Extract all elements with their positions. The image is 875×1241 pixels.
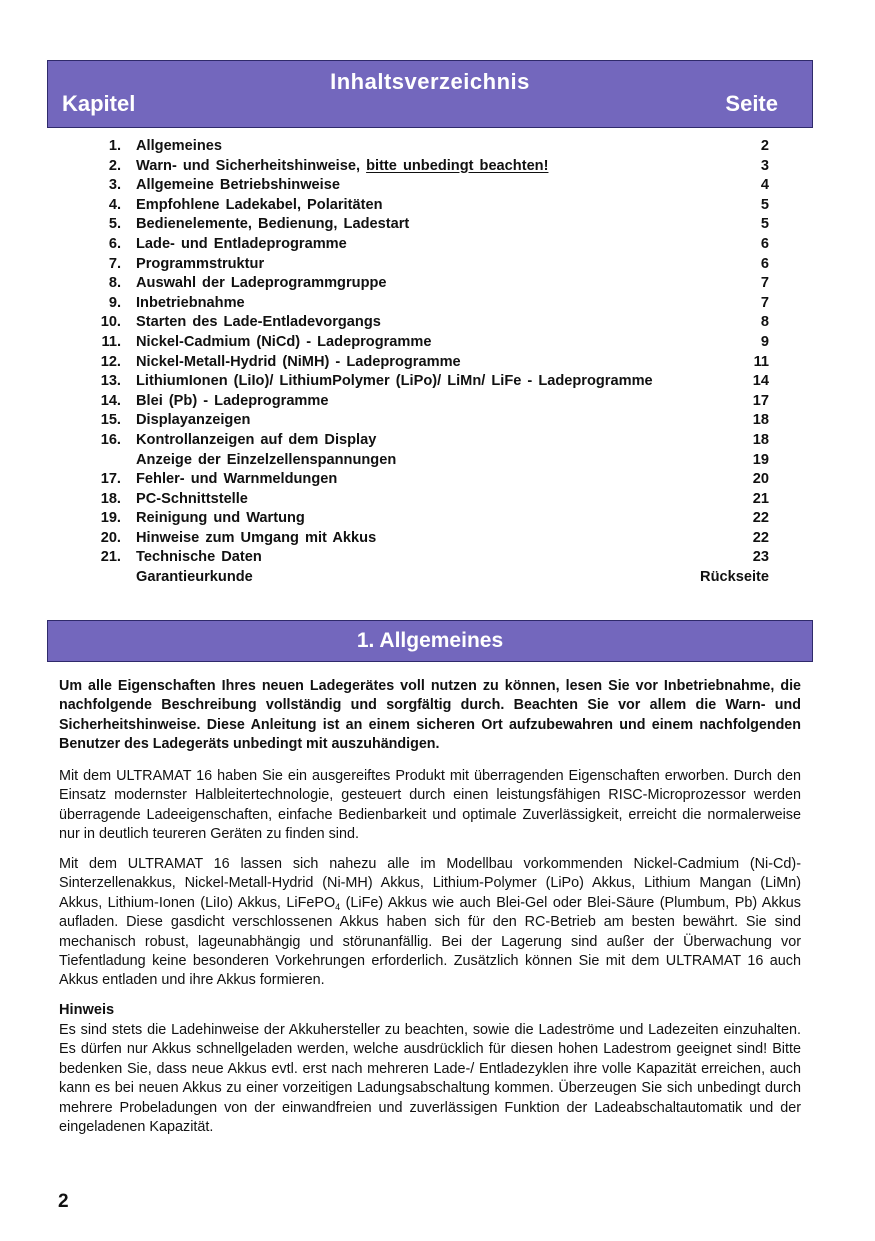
toc-entry-page: 18 <box>752 431 769 448</box>
toc-header <box>47 60 813 128</box>
paragraph: Mit dem ULTRAMAT 16 haben Sie ein ausgereiftes Produkt mit überragenden Eigenschaften erworben. Durch den Einsatz modernster Halbleitertechnologie, gesteuert durch einen leistungsfähigen RISC-Microprozessor werden überragende Ladeeigenschaften, einfache Bedienbarkeit und optimale Zuverlässigkeit, erreicht die normalerweise nur in deutlich teureren Geräten zu finden sind. <box>59 768 801 843</box>
toc-entry-title <box>136 235 347 255</box>
toc-title: Inhaltsverzeichnis <box>330 69 530 94</box>
toc-entry-number: 13. <box>100 373 121 390</box>
toc-entry-page: 6 <box>760 235 769 252</box>
toc-entry-title <box>136 274 387 294</box>
toc-entry[interactable] <box>90 548 769 568</box>
toc-entry-page: 19 <box>752 451 769 468</box>
toc-entry-title <box>136 470 337 490</box>
toc-entry[interactable] <box>90 157 769 177</box>
toc-entry-title-text: Auswahl der Ladeprogrammgruppe <box>136 275 387 292</box>
toc-entry-number: 8. <box>108 275 121 292</box>
toc-entry-title-text: Technische Daten <box>136 549 262 566</box>
toc-entry-number: 7. <box>108 255 121 272</box>
toc-entry[interactable] <box>90 470 769 490</box>
toc-entry-number: 21. <box>100 549 121 566</box>
toc-entry-number: 15. <box>100 412 121 429</box>
toc-entry[interactable] <box>90 372 769 392</box>
paragraph-text: Mit dem ULTRAMAT 16 lassen sich nahezu alle im Modellbau vorkommenden Nickel-Cadmium (Ni-Cd)-Sinterzellenakkus, Nickel-Metall-Hydrid (Ni-MH) Akkus, Lithium-Polymer (LiPo) Akkus, Lithium Mangan (LiMn) Akkus, Lithium-Ionen (LiIo) Akkus, LiFePO <box>59 856 801 911</box>
toc-entry[interactable] <box>90 451 769 471</box>
toc-entry[interactable] <box>90 294 769 314</box>
toc-entry-number: 2. <box>108 157 121 174</box>
toc-entry-number: 20. <box>100 529 121 546</box>
table-of-contents <box>90 137 769 588</box>
toc-entry-page: 4 <box>760 177 769 194</box>
toc-chapter-label: Kapitel <box>62 91 136 116</box>
toc-entry-underlined-text: bitte unbedingt beachten! <box>366 157 549 174</box>
toc-entry-title-text: Reinigung und Wartung <box>136 510 305 527</box>
paragraph <box>59 855 801 991</box>
toc-entry-title <box>136 509 305 529</box>
toc-entry-number: 3. <box>108 177 121 194</box>
toc-entry[interactable] <box>90 529 769 549</box>
toc-entry-title <box>136 333 432 353</box>
toc-page-label: Seite <box>725 91 778 116</box>
toc-entry-number: 16. <box>100 431 121 448</box>
toc-entry[interactable] <box>90 137 769 157</box>
toc-entry-title-text: Fehler- und Warnmeldungen <box>136 471 338 488</box>
section-title: 1. Allgemeines <box>356 629 504 652</box>
toc-entry[interactable] <box>90 196 769 216</box>
toc-entry-page: 20 <box>752 471 769 488</box>
toc-entry-title <box>136 196 382 216</box>
toc-entry-title-text: Displayanzeigen <box>136 412 251 429</box>
toc-entry-title-text: Empfohlene Ladekabel, Polaritäten <box>136 196 383 213</box>
toc-entry-title <box>136 411 250 431</box>
toc-entry-page: 8 <box>760 314 769 331</box>
section-header <box>47 620 813 662</box>
toc-entry-title-text: Warn- und Sicherheitshinweise, <box>136 157 361 174</box>
toc-entry-title-text: Nickel-Metall-Hydrid (NiMH) - Ladeprogramme <box>136 353 461 370</box>
toc-entry-page: 21 <box>752 490 769 507</box>
toc-entry-title-text: Starten des Lade-Entladevorgangs <box>136 314 381 331</box>
intro-paragraph: Um alle Eigenschaften Ihres neuen Ladegerätes voll nutzen zu können, lesen Sie vor Inbetriebnahme, die nachfolgende Beschreibung vollständig und sorgfältig durch. Beachten Sie vor allem die Warn- und Sicherheitshinweise. Diese Anleitung ist an einem sicheren Ort aufzubewahren und einem nachfolgenden Benutzer des Ladegeräts unbedingt mit auszuhändigen. <box>59 678 801 753</box>
toc-entry-number: 10. <box>100 314 121 331</box>
toc-entry-title-text: LithiumIonen (LiIo)/ LithiumPolymer (LiPo)/ LiMn/ LiFe - Ladeprogramme <box>136 373 653 390</box>
toc-entry-page: 22 <box>752 529 769 546</box>
toc-entry-title <box>136 431 376 451</box>
toc-entry[interactable] <box>90 333 769 353</box>
toc-entry-number: 18. <box>100 490 121 507</box>
toc-entry[interactable] <box>90 176 769 196</box>
toc-entry-page: 22 <box>752 510 769 527</box>
toc-entry-title <box>136 568 253 588</box>
toc-entry-page: Rückseite <box>700 569 769 586</box>
toc-entry-title <box>136 137 222 157</box>
toc-entry-number: 9. <box>108 294 121 311</box>
toc-entry-title <box>136 255 264 275</box>
hint-paragraph: Es sind stets die Ladehinweise der Akkuhersteller zu beachten, sowie die Ladeströme und Ladezeiten einzuhalten. Es dürfen nur Akkus schnellgeladen werden, welche ausdrücklich für diesen hohen Ladestrom geeignet sind! Bitte bedenken Sie, dass neue Akkus evtl. erst nach mehreren Lade-/ Entladezyklen ihre volle Kapazität erreichen, auch kann es bei neuen Akkus zu einer vorzeitigen Ladungsabschaltung kommen. Überzeugen Sie sich unbedingt durch mehrere Probeladungen von der einwandfreien und zuverlässigen Funktion der Ladeabschaltautomatik und der eingeladenen Kapazität. <box>59 1022 801 1136</box>
toc-entry-number: 12. <box>100 353 121 370</box>
toc-entry-page: 23 <box>752 549 769 566</box>
toc-entry[interactable] <box>90 411 769 431</box>
toc-entry-title <box>136 215 409 235</box>
toc-entry-number: 17. <box>100 471 121 488</box>
toc-entry-page: 11 <box>753 353 769 370</box>
toc-entry-title <box>136 353 461 373</box>
toc-entry-title-text: Programmstruktur <box>136 255 265 272</box>
toc-entry-number: 1. <box>108 138 121 154</box>
toc-entry[interactable] <box>90 509 769 529</box>
toc-entry-title-text: PC-Schnittstelle <box>136 490 248 507</box>
toc-entry-title <box>136 372 653 392</box>
toc-entry[interactable] <box>90 568 769 588</box>
toc-entry-page: 2 <box>760 138 769 154</box>
toc-entry-title-text: Hinweise zum Umgang mit Akkus <box>136 529 377 546</box>
toc-entry-page: 9 <box>760 333 769 350</box>
toc-entry-title-text: Anzeige der Einzelzellenspannungen <box>136 451 397 468</box>
toc-entry[interactable] <box>90 353 769 373</box>
toc-entry[interactable] <box>90 392 769 412</box>
toc-entry-title <box>136 451 396 471</box>
toc-entry-title-text: Inbetriebnahme <box>136 294 245 311</box>
toc-entry-page: 18 <box>752 412 769 429</box>
toc-entry-page: 14 <box>752 373 769 390</box>
toc-entry-title-text: Allgemeines <box>136 138 222 154</box>
toc-entry-page: 3 <box>760 157 769 174</box>
toc-entry-title-text: Allgemeine Betriebshinweise <box>136 177 340 194</box>
toc-entry[interactable] <box>90 313 769 333</box>
toc-entry-title <box>136 548 262 568</box>
toc-entry-number: 4. <box>108 196 121 213</box>
toc-entry-title-text: Bedienelemente, Bedienung, Ladestart <box>136 216 410 233</box>
toc-entry-number: 5. <box>108 216 121 233</box>
toc-entry-title <box>136 157 548 177</box>
toc-entry-title-text: Lade- und Entladeprogramme <box>136 235 347 252</box>
toc-entry-page: 7 <box>760 275 769 292</box>
toc-entry-title <box>136 313 381 333</box>
toc-entry-page: 5 <box>760 216 769 233</box>
toc-entry-title <box>136 176 340 196</box>
subscript: 4 <box>335 901 341 912</box>
hint-heading: Hinweis <box>59 1002 115 1018</box>
toc-entry-page: 7 <box>760 294 769 311</box>
toc-entry-number: 6. <box>108 235 121 252</box>
toc-entry-title <box>136 490 248 510</box>
toc-entry[interactable] <box>90 215 769 235</box>
toc-entry-title-text: Kontrollanzeigen auf dem Display <box>136 431 377 448</box>
toc-entry-title-text: Nickel-Cadmium (NiCd) - Ladeprogramme <box>136 333 432 350</box>
toc-entry-page: 6 <box>760 255 769 272</box>
toc-entry-title <box>136 392 329 412</box>
toc-entry[interactable] <box>90 274 769 294</box>
toc-entry-title-text: Blei (Pb) - Ladeprogramme <box>136 392 329 409</box>
paragraph-text: (LiFe) Akkus wie auch Blei-Gel oder Blei-Säure (Plumbum, Pb) Akkus aufladen. Diese gasdicht verschlossenen Akkus haben sich für den RC-Betrieb am besten bewährt. Sie sind mechanisch robust, lageunabhängig und störunanfällig. Bei der Lagerung sind außer der Überwachung vor Tiefentladung keine besonderen Vorkehrungen erforderlich. Zusätzlich können Sie mit dem ULTRAMAT 16 auch Akkus entladen und ihre Akkus formieren. <box>59 894 801 989</box>
toc-entry-title <box>136 294 245 314</box>
toc-entry-number: 14. <box>100 392 121 409</box>
toc-entry-number: 11. <box>101 333 121 350</box>
toc-entry[interactable] <box>90 490 769 510</box>
toc-entry-title-text: Garantieurkunde <box>136 569 253 586</box>
toc-entry-page: 17 <box>752 392 769 409</box>
toc-entry[interactable] <box>90 235 769 255</box>
toc-entry[interactable] <box>90 255 769 275</box>
page-number: 2 <box>58 1191 69 1212</box>
toc-entry-title <box>136 529 376 549</box>
toc-entry-page: 5 <box>760 196 769 213</box>
toc-entry-number: 19. <box>100 510 121 527</box>
toc-entry[interactable] <box>90 431 769 451</box>
